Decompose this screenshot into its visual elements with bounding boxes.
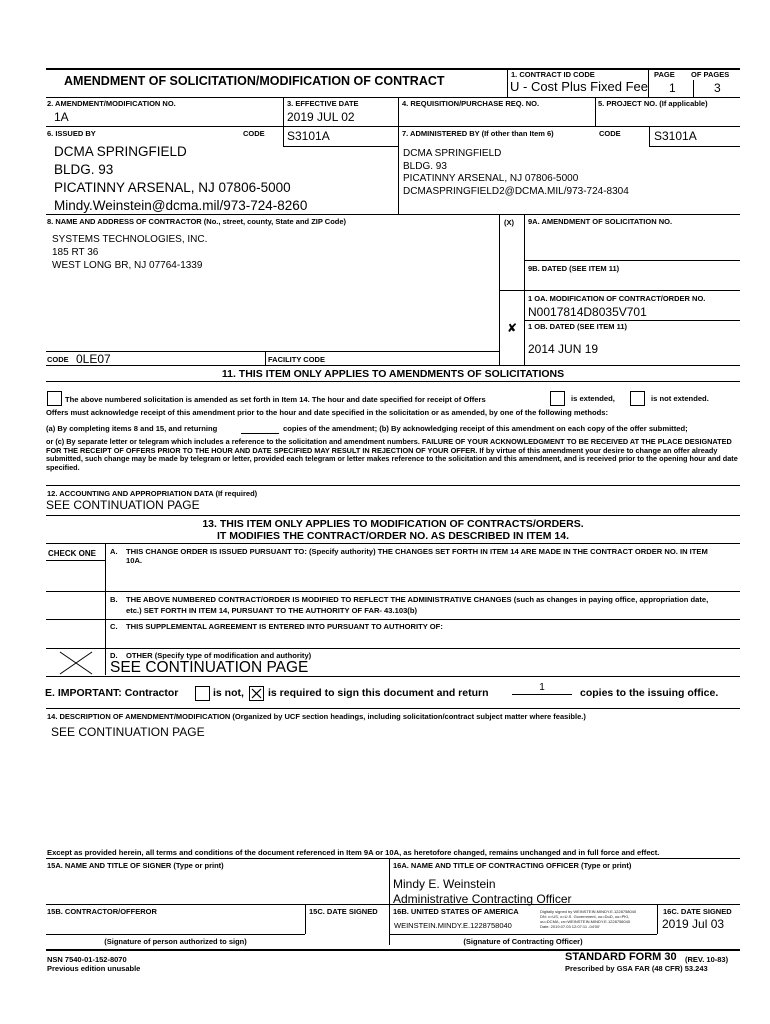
is-not-required-checkbox[interactable] — [195, 686, 210, 701]
issued-line: PICATINNY ARSENAL, NJ 07806-5000 — [54, 180, 291, 195]
amendment-no-label: 2. AMENDMENT/MODIFICATION NO. — [47, 99, 176, 108]
facility-code-label: FACILITY CODE — [268, 355, 325, 364]
description-value: SEE CONTINUATION PAGE — [51, 725, 205, 739]
usa-label: 16B. UNITED STATES OF AMERICA — [393, 907, 519, 916]
item13-a-letter: A. — [110, 547, 118, 556]
sig-officer-label: (Signature of Contracting Officer) — [463, 937, 583, 946]
item11-line2: Offers must acknowledge receipt of this amendment prior to the hour and date specified in the solicitation or as amended, by one of the following methods: — [46, 408, 609, 417]
page-label: PAGE — [654, 70, 675, 79]
accounting-label: 12. ACCOUNTING AND APPROPRIATION DATA (If required) — [47, 489, 258, 498]
check-one-label: CHECK ONE — [48, 549, 97, 558]
issued-line: BLDG. 93 — [54, 162, 114, 177]
item13-b-check-cell[interactable] — [46, 592, 105, 619]
important-label: E. IMPORTANT: Contractor — [45, 687, 179, 699]
is-extended-checkbox[interactable] — [550, 391, 565, 406]
nsn-label: NSN 7540-01-152-8070 — [47, 955, 127, 964]
administered-code-value: S3101A — [654, 129, 697, 143]
item11-line3b: copies of the amendment; (b) By acknowledging receipt of this amendment on each copy of the offer submitted; — [283, 424, 688, 433]
item13-d-value: SEE CONTINUATION PAGE — [110, 659, 309, 676]
of-pages-value: 3 — [714, 81, 721, 95]
mod-contract-no: N0017814D8035V701 — [528, 305, 647, 319]
is-not-label: is not, — [213, 687, 244, 699]
prev-edition-label: Previous edition unusable — [47, 964, 141, 973]
administered-line: BLDG. 93 — [403, 160, 447, 172]
item11-title: 11. THIS ITEM ONLY APPLIES TO AMENDMENTS OF SOLICITATIONS — [221, 368, 565, 380]
dated-10b-value: 2014 JUN 19 — [528, 342, 599, 356]
contractor-label: 8. NAME AND ADDRESS OF CONTRACTOR (No., street, county, State and ZIP Code) — [47, 217, 347, 226]
administered-label: 7. ADMINISTERED BY (If other than Item 6) — [402, 129, 554, 138]
top-border — [46, 68, 740, 70]
contractor-line: SYSTEMS TECHNOLOGIES, INC. — [52, 234, 208, 245]
officer-name: Mindy E. Weinstein — [393, 877, 496, 891]
digital-sig-name: WEINSTEIN.MINDY.E.1228758040 — [394, 921, 512, 930]
issued-code-label: CODE — [243, 129, 265, 138]
amend-solicitation-label: 9A. AMENDMENT OF SOLICITATION NO. — [528, 217, 673, 226]
officer-title: Administrative Contracting Officer — [393, 892, 572, 906]
contractor-code-value: 0LE07 — [76, 352, 111, 366]
item13-d-text: OTHER (Specify type of modification and authority) — [126, 651, 312, 660]
item11-paragraph: or (c) By separate letter or telegram which includes a reference to the solicitation and amendment numbers. FAILURE OF YOUR ACKNOWLEDGMENT TO BE RECEIVED AT THE PLACE DESIGNATED FOR THE RECEIPT OF OFFERS PRIOR TO THE HOUR AND DATE SPECIFIED MAY RESULT IN REJECTION OF YOUR OFFER. If by virtue of this amendment your desire to change an offer already submitted, such change may be made by telegram or letter, provided each telegram or letter makes reference to the solicitation and this amendment, and is received prior to the opening hour and date specified. — [46, 437, 738, 472]
officer-label: 16A. NAME AND TITLE OF CONTRACTING OFFICER (Type or print) — [393, 861, 632, 870]
digital-sig-detail: Digitally signed by WEINSTEIN.MINDY.E.1228758040 DN: c=US, o=U.S. Government, ou=DoD, ou=PKI, ou=DCMA, cn=WEINSTEIN.MINDY.E.1228758040 Date: 2019.07.03 12:07:11 -04'00' — [540, 909, 637, 929]
is-not-extended-checkbox[interactable] — [630, 391, 645, 406]
administered-code-label: CODE — [599, 129, 621, 138]
administered-line: DCMASPRINGFIELD2@DCMA.MIL/973-724-8304 — [403, 185, 629, 197]
contractor-address — [52, 233, 207, 272]
item13-title-2: IT MODIFIES THE CONTRACT/ORDER NO. AS DESCRIBED IN ITEM 14. — [217, 530, 569, 542]
is-required-label: is required to sign this document and return — [268, 687, 489, 699]
item13-c-check-cell[interactable] — [46, 620, 105, 648]
contractor-line: WEST LONG BR, NJ 07764-1339 — [52, 260, 203, 271]
copies-returned-field[interactable] — [241, 433, 279, 434]
administered-line: PICATINNY ARSENAL, NJ 07806-5000 — [403, 173, 579, 184]
of-pages-label: OF PAGES — [691, 70, 730, 79]
item13-d-checked-x-icon[interactable] — [58, 651, 94, 675]
administered-address — [403, 148, 629, 198]
item11-line3a: (a) By completing items 8 and 15, and returning — [46, 424, 218, 433]
copies-count[interactable]: 1 — [539, 682, 545, 693]
is-not-extended-label: is not extended. — [651, 394, 709, 403]
description-label: 14. DESCRIPTION OF AMENDMENT/MODIFICATION (Organized by UCF section headings, including solicitation/contract subject matter where feasible.) — [47, 712, 586, 721]
item13-a-check-cell[interactable] — [46, 561, 105, 591]
mod-contract-label: 1 OA. MODIFICATION OF CONTRACT/ORDER NO. — [528, 294, 706, 303]
item13-c-letter: C. — [110, 622, 118, 631]
issued-line: Mindy.Weinstein@dcma.mil/973-724-8260 — [54, 198, 308, 213]
page-number: 1 — [669, 81, 676, 95]
rev-label: (REV. 10-83) — [685, 955, 729, 964]
dated-9b-label: 9B. DATED (SEE ITEM 11) — [528, 264, 620, 273]
contract-id-label: 1. CONTRACT ID CODE — [511, 70, 595, 79]
except-text: Except as provided herein, all terms and conditions of the document referenced in Item 9A or 10A, as heretofore changed, remains unchanged and in full force and effect. — [47, 848, 660, 857]
item11-line1: The above numbered solicitation is amended as set forth in Item 14. The hour and date specified for receipt of Offers — [65, 395, 486, 404]
is-required-checkbox[interactable] — [249, 686, 264, 701]
administered-line: DCMA SPRINGFIELD — [403, 148, 502, 159]
item13-d-letter: D. — [110, 651, 118, 660]
item13-b-text: THE ABOVE NUMBERED CONTRACT/ORDER IS MODIFIED TO REFLECT THE ADMINISTRATIVE CHANGES (such as changes in paying office, appropriation date, etc.) SET FORTH IN ITEM 14, PURSUANT TO THE AUTHORITY OF FAR- 43.103(b) — [126, 595, 709, 615]
dated-10b-label: 1 OB. DATED (SEE ITEM 11) — [528, 322, 628, 331]
item13-title-1: 13. THIS ITEM ONLY APPLIES TO MODIFICATION OF CONTRACTS/ORDERS. — [202, 518, 584, 530]
contractor-offeror-label: 15B. CONTRACTOR/OFFEROR — [47, 907, 157, 916]
sig-person-label: (Signature of person authorized to sign) — [104, 937, 247, 946]
amendment-no-value: 1A — [54, 110, 69, 124]
accounting-value: SEE CONTINUATION PAGE — [46, 498, 200, 512]
standard-form-label: STANDARD FORM 30 — [565, 951, 677, 963]
issued-code-value: S3101A — [287, 129, 330, 143]
is-extended-label: is extended, — [571, 394, 615, 403]
x-mark-10: ✘ — [507, 321, 518, 335]
issued-line: DCMA SPRINGFIELD — [54, 144, 187, 159]
requisition-label: 4. REQUISITION/PURCHASE REQ. NO. — [402, 99, 540, 108]
contractor-line: 185 RT 36 — [52, 247, 99, 258]
form-title: AMENDMENT OF SOLICITATION/MODIFICATION OF CONTRACT — [64, 74, 445, 88]
date-signed-15c-label: 15C. DATE SIGNED — [309, 907, 378, 916]
project-label: 5. PROJECT NO. (If applicable) — [598, 99, 708, 108]
item13-b-letter: B. — [110, 595, 118, 604]
item13-a-text: THIS CHANGE ORDER IS ISSUED PURSUANT TO: (Specify authority) THE CHANGES SET FORTH IN ITEM 14 ARE MADE IN THE CONTRACT ORDER NO. IN ITEM 10A. — [126, 547, 708, 565]
x-column-label: (X) — [504, 218, 514, 227]
date-signed-16c-label: 16C. DATE SIGNED — [663, 907, 732, 916]
prescribed-label: Prescribed by GSA FAR (48 CFR) 53.243 — [565, 964, 708, 973]
signer-label: 15A. NAME AND TITLE OF SIGNER (Type or print) — [47, 861, 224, 870]
contractor-code-label: CODE — [47, 355, 69, 364]
effective-date-value: 2019 JUL 02 — [287, 110, 355, 124]
copies-to-label: copies to the issuing office. — [580, 687, 719, 699]
checked-x-icon — [250, 687, 263, 700]
contract-id-value: U - Cost Plus Fixed Fee — [510, 79, 648, 94]
date-16c-value: 2019 Jul 03 — [662, 917, 725, 931]
solicitation-amended-checkbox[interactable] — [47, 391, 62, 406]
issued-by-label: 6. ISSUED BY — [47, 129, 96, 138]
effective-date-label: 3. EFFECTIVE DATE — [287, 99, 359, 108]
issued-by-address — [54, 143, 307, 215]
item13-c-text: THIS SUPPLEMENTAL AGREEMENT IS ENTERED INTO PURSUANT TO AUTHORITY OF: — [126, 622, 443, 631]
